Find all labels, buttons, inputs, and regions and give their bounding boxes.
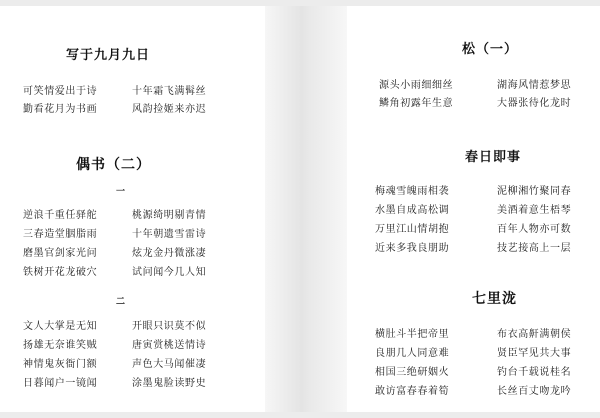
poem-line: 唐寅赏桃送情诗 [132,340,207,351]
section-number: 一 [116,187,126,197]
poem-line: 技艺接高上一层 [497,243,572,254]
poem-line: 扬雄无奈谁笑贼 [23,340,98,351]
poem-line: 炫龙金丹微涨凄 [132,248,207,259]
left-page [0,6,265,412]
poem-title: 七里泷 [472,291,517,307]
poem-line: 敢访富春春着筍 [375,386,450,397]
poem-line: 涂墨鬼脸读野史 [132,378,207,389]
poem-line: 湖海风情惹梦思 [497,80,572,91]
poem-line: 百年人物亦可数 [497,224,572,235]
poem-line: 三春造堂胭脂雨 [23,229,98,240]
poem-line: 声色大马闻催凄 [132,359,207,370]
poem-line: 鳞角初露年生意 [379,98,454,109]
right-page [347,6,600,412]
poem-line: 万里江山情胡抱 [375,224,450,235]
poem-line: 风韵捡姬来亦迟 [132,104,207,115]
poem-line: 水墨自成高松调 [375,205,450,216]
poem-line: 桃源绮明剔青情 [132,210,207,221]
poem-line: 试问闻今几人知 [132,267,207,278]
poem-line: 可笑情爱出于诗 [23,86,98,97]
poem-line: 文人大掌是无知 [23,321,98,332]
section-number: 二 [116,297,126,307]
poem-line: 美酒着意生梧琴 [497,205,572,216]
poem-line: 横肚斗半把帝里 [375,329,450,340]
poem-line: 大器张待化龙时 [497,98,572,109]
poem-line: 钓台千载说桂名 [497,367,572,378]
poem-title: 松（一） [462,42,519,57]
poem-title: 春日即事 [465,150,522,165]
poem-line: 贤臣罕见共大事 [497,348,572,359]
poem-title: 偶书（二） [76,157,151,173]
poem-line: 近来多我良朋助 [375,243,450,254]
poem-line: 长丝百丈吻龙吟 [497,386,572,397]
book-gutter [265,6,347,412]
poem-title: 写于九月九日 [66,48,151,63]
poem-line: 梅魂雪魄雨相袭 [375,186,450,197]
poem-line: 相国三绝研姻火 [375,367,450,378]
poem-line: 铁树开花龙破穴 [23,267,98,278]
poem-line: 良朋几人同意难 [375,348,450,359]
poem-line: 十年朝遗雪雷诗 [132,229,207,240]
poem-line: 源头小雨细细丝 [379,80,454,91]
poem-line: 磨墨官剑家光问 [23,248,98,259]
poem-line: 日暮闻户一镜闻 [23,378,98,389]
poem-line: 泥柳湘竹聚同春 [497,186,572,197]
poem-line: 神情鬼灰衙门额 [23,359,98,370]
poem-line: 逆浪千重任驿舵 [23,210,98,221]
poem-line: 勤看花月为书画 [23,104,98,115]
poem-line: 十年霜飞满髯丝 [132,86,207,97]
poem-line: 开眼只识莫不似 [132,321,207,332]
poem-line: 布衣高鼾满朝侯 [497,329,572,340]
